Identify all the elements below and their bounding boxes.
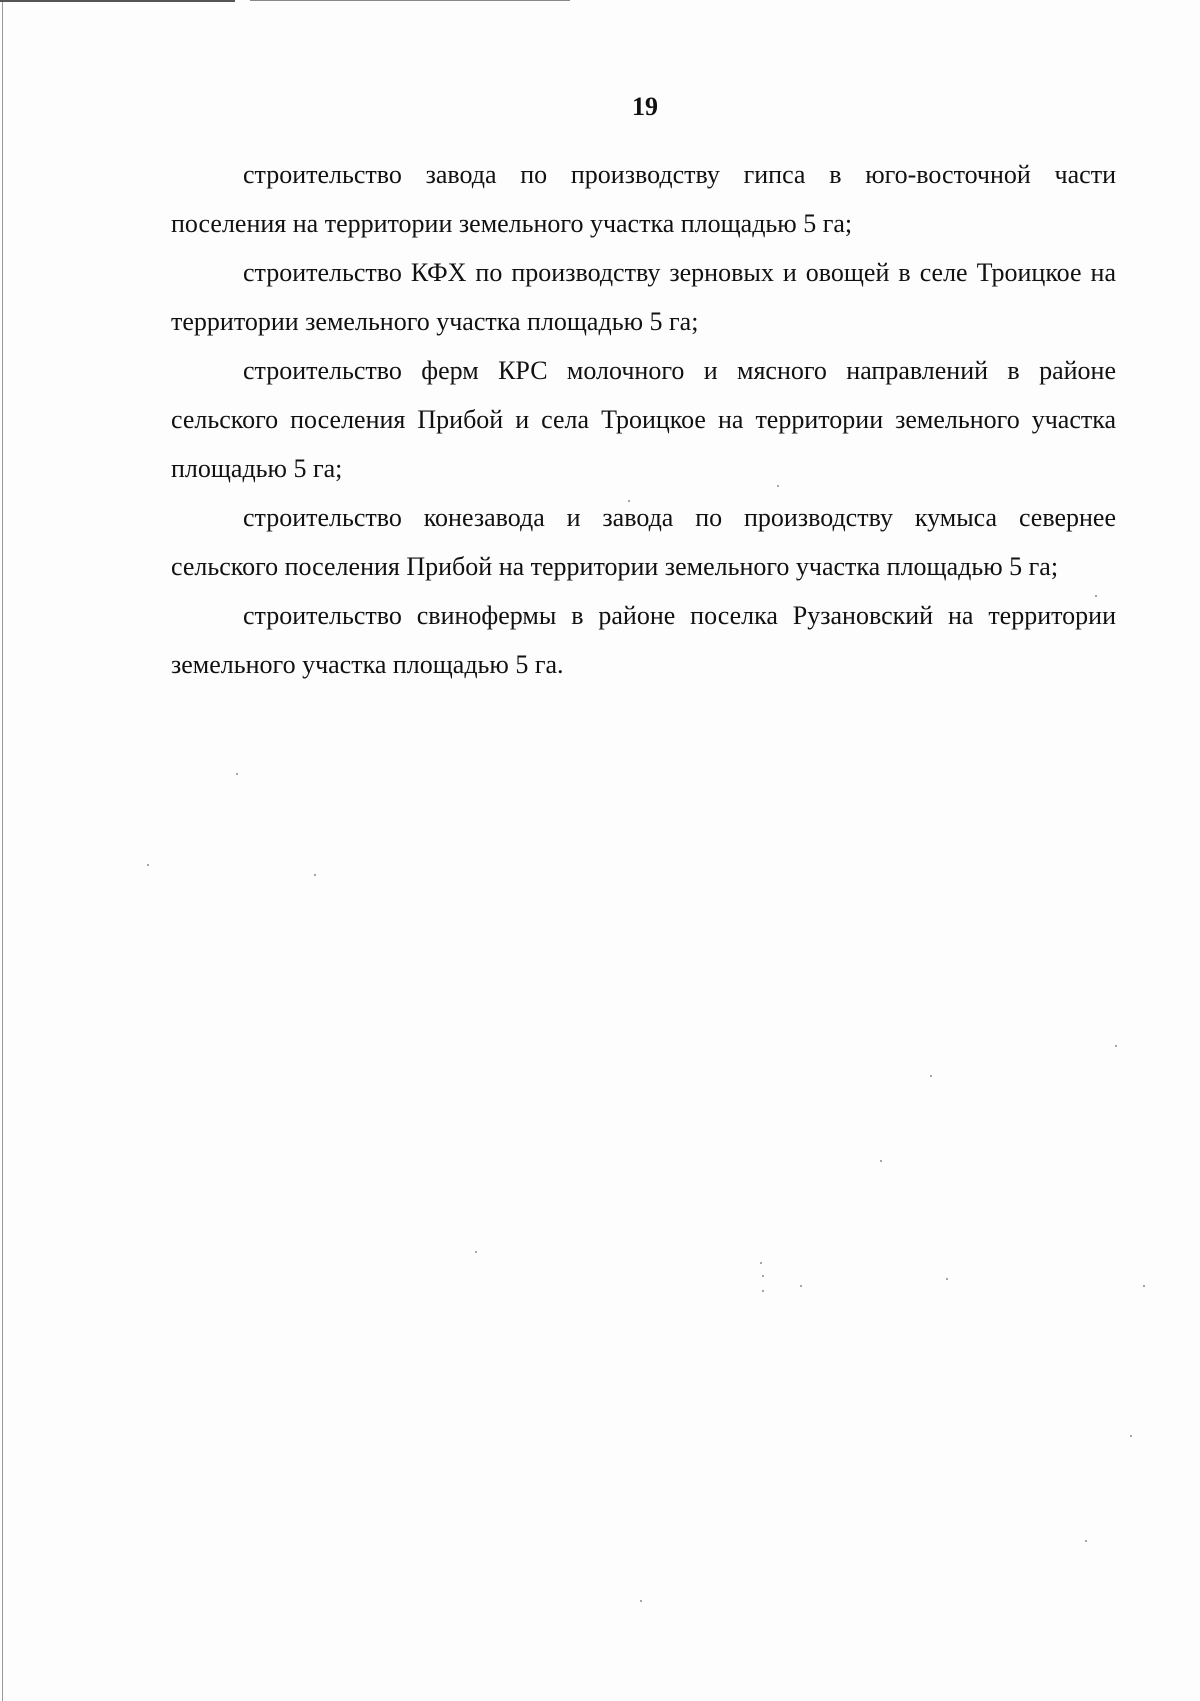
paragraph-gypsum-plant: строительство завода по производству гипса в юго-восточной части поселения на территории земельного участка площадью 5 га; — [171, 160, 1116, 238]
body-text — [171, 150, 1116, 689]
paragraph-pig-farm: строительство свинофермы в районе поселка Рузановский на территории земельного участка площадью 5 га. — [171, 601, 1116, 679]
paragraph-farm-grain: строительство КФХ по производству зерновых и овощей в селе Троицкое на территории земельного участка площадью 5 га; — [171, 258, 1116, 336]
page-number: 19 — [632, 92, 658, 121]
paragraph-cattle-farms: строительство ферм КРС молочного и мясного направлений в районе сельского поселения Прибой и села Троицкое на территории земельного участка площадью 5 га; — [171, 356, 1116, 483]
paragraph-stud-farm: строительство конезавода и завода по производству кумыса севернее сельского поселения Прибой на территории земельного участка площадью 5 га; — [171, 503, 1116, 581]
scan-edge-left — [2, 0, 3, 1701]
scan-edge-top — [250, 0, 570, 1]
scan-edge-top — [0, 0, 235, 2]
